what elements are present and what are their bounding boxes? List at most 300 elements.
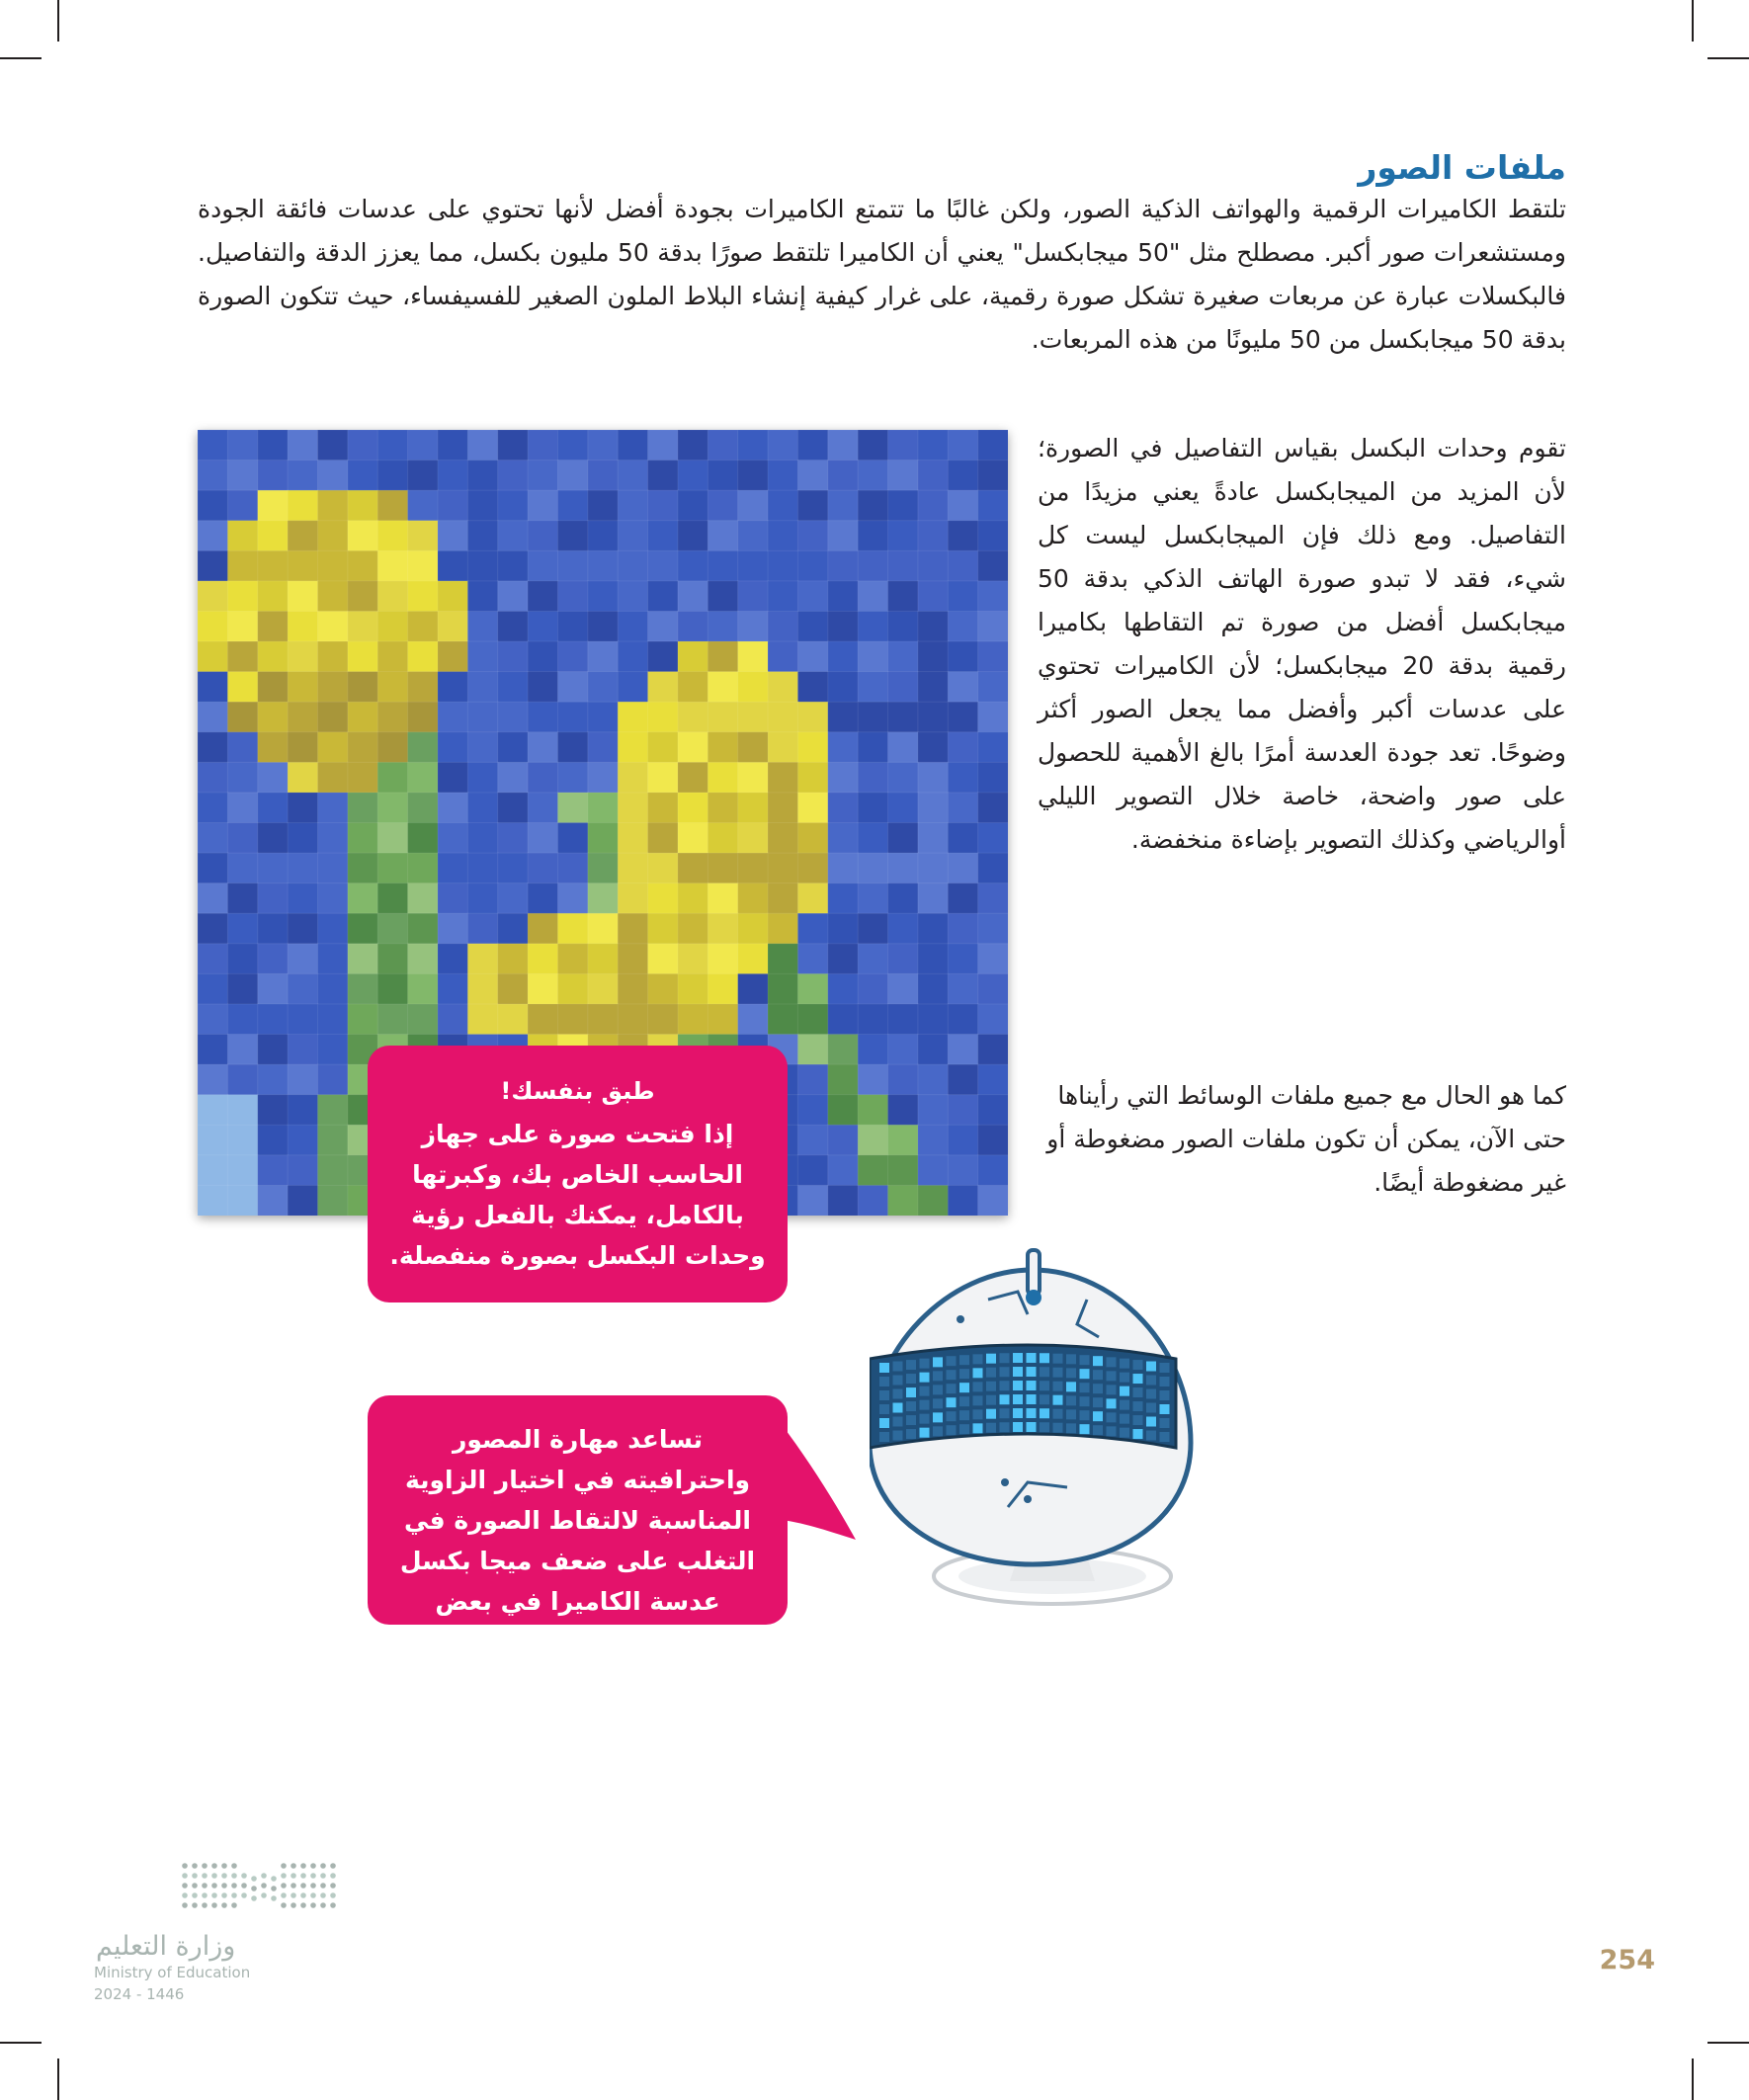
visor-led [947, 1384, 957, 1393]
pixel-cell [377, 944, 408, 974]
pixel-cell [258, 732, 289, 763]
pixel-cell [828, 490, 859, 521]
pixel-cell [978, 581, 1008, 612]
pixel-cell [258, 793, 289, 823]
visor-led [986, 1395, 996, 1405]
pixel-cell [618, 641, 648, 672]
pixel-cell [828, 672, 859, 703]
pixel-cell [648, 430, 679, 461]
pixel-cell [678, 521, 708, 551]
logo-english-name: Ministry of Education [94, 1964, 251, 1981]
logo-dot [231, 1892, 237, 1898]
visor-led [879, 1390, 889, 1400]
pixel-cell [198, 883, 228, 914]
pixel-cell [348, 461, 378, 491]
pixel-cell [888, 490, 919, 521]
pixel-cell [948, 973, 978, 1004]
visor-led [933, 1385, 943, 1394]
visor-led [920, 1414, 930, 1424]
visor-led [906, 1429, 916, 1439]
pixel-cell [828, 1155, 859, 1186]
pixel-cell [557, 823, 588, 854]
pixel-cell [978, 641, 1008, 672]
pixel-cell [198, 973, 228, 1004]
logo-dot [202, 1902, 208, 1908]
pixel-cell [888, 913, 919, 944]
pixel-cell [618, 823, 648, 854]
logo-dot [182, 1863, 188, 1869]
pixel-cell [288, 1185, 318, 1216]
pixel-cell [858, 430, 888, 461]
pixel-cell [498, 823, 529, 854]
pixel-cell [738, 550, 769, 581]
pixel-cell [227, 1125, 258, 1155]
visor-led [1000, 1394, 1010, 1404]
pixel-cell [768, 944, 798, 974]
crop-mark [57, 2058, 59, 2100]
pixel-cell [377, 702, 408, 732]
logo-dot [202, 1883, 208, 1889]
pixel-cell [557, 641, 588, 672]
visor-led [1080, 1396, 1090, 1406]
pixel-cell [348, 793, 378, 823]
visor-led [893, 1431, 903, 1441]
pixel-cell [978, 823, 1008, 854]
pixel-cell [888, 732, 919, 763]
pixel-cell [738, 672, 769, 703]
visor-led [1000, 1422, 1010, 1432]
pixel-cell [377, 732, 408, 763]
pixel-cell [288, 913, 318, 944]
visor-led [1013, 1367, 1023, 1377]
logo-dot [192, 1873, 198, 1879]
pixel-cell [708, 762, 738, 793]
pixel-cell [678, 913, 708, 944]
pixel-cell [227, 1155, 258, 1186]
pixel-cell [828, 461, 859, 491]
pixel-cell [227, 461, 258, 491]
pixel-cell [828, 702, 859, 732]
pixel-cell [738, 732, 769, 763]
logo-dot [182, 1883, 188, 1889]
pixel-cell [467, 793, 498, 823]
visor-led [879, 1432, 889, 1442]
pixel-cell [708, 823, 738, 854]
logo-dot [330, 1883, 336, 1889]
pixel-cell [408, 823, 439, 854]
visor-led [906, 1360, 916, 1370]
crop-mark [57, 0, 59, 42]
pixel-cell [258, 1004, 289, 1035]
robot-speech-bubble [368, 1395, 788, 1656]
pixel-cell [858, 1185, 888, 1216]
pixel-cell [588, 461, 619, 491]
pixel-cell [858, 1035, 888, 1065]
pixel-cell [377, 883, 408, 914]
pixel-cell [198, 762, 228, 793]
visor-led [1053, 1395, 1063, 1405]
visor-led [1120, 1400, 1129, 1410]
pixel-cell [948, 672, 978, 703]
pixel-cell [588, 672, 619, 703]
pixel-cell [438, 853, 468, 883]
pixel-cell [918, 672, 949, 703]
pixel-cell [258, 430, 289, 461]
pixel-cell [768, 430, 798, 461]
pixel-cell [618, 672, 648, 703]
pixel-cell [828, 1125, 859, 1155]
pixel-cell [888, 1155, 919, 1186]
logo-dot [261, 1873, 267, 1879]
pixel-cell [858, 793, 888, 823]
pixel-cell [288, 1095, 318, 1126]
speech-bubble-tail [781, 1423, 860, 1552]
pixel-cell [918, 1095, 949, 1126]
visor-led [947, 1370, 957, 1380]
pixel-cell [678, 823, 708, 854]
logo-dot [310, 1863, 316, 1869]
pixel-cell [828, 430, 859, 461]
pixel-cell [768, 793, 798, 823]
pixel-cell [648, 883, 679, 914]
pixel-cell [828, 1004, 859, 1035]
pixel-cell [467, 430, 498, 461]
visor-led [1146, 1431, 1156, 1441]
logo-dot [221, 1863, 227, 1869]
visor-led [933, 1412, 943, 1422]
pixel-cell [918, 490, 949, 521]
pixel-cell [768, 1004, 798, 1035]
pixel-cell [348, 641, 378, 672]
logo-dot [281, 1883, 287, 1889]
pixel-cell [858, 641, 888, 672]
crop-mark [1707, 57, 1749, 59]
pixel-cell [678, 550, 708, 581]
pixel-cell [438, 611, 468, 641]
logo-dot [320, 1883, 326, 1889]
pixel-cell [618, 732, 648, 763]
pixel-cell [797, 1035, 828, 1065]
pixel-cell [377, 581, 408, 612]
pixel-cell [528, 973, 558, 1004]
visor-led [1040, 1381, 1049, 1390]
pixel-cell [858, 672, 888, 703]
visor-led [1107, 1357, 1117, 1367]
pixel-cell [858, 1095, 888, 1126]
pixel-cell [288, 1155, 318, 1186]
pixel-cell [738, 702, 769, 732]
pixel-cell [828, 973, 859, 1004]
pixel-cell [258, 944, 289, 974]
pixel-cell [198, 1004, 228, 1035]
pixel-cell [467, 823, 498, 854]
pixel-cell [828, 823, 859, 854]
pixel-cell [888, 1035, 919, 1065]
logo-dot [330, 1902, 336, 1908]
pixel-cell [828, 641, 859, 672]
pixel-cell [377, 430, 408, 461]
pixel-cell [348, 823, 378, 854]
logo-dot [221, 1883, 227, 1889]
visor-led [1053, 1354, 1063, 1364]
pixel-cell [227, 944, 258, 974]
pixel-cell [528, 581, 558, 612]
pixel-cell [948, 944, 978, 974]
pixel-cell [948, 461, 978, 491]
logo-dot [300, 1863, 306, 1869]
pixel-cell [797, 944, 828, 974]
pixel-cell [858, 581, 888, 612]
visor-led [920, 1373, 930, 1383]
pixel-cell [588, 883, 619, 914]
pixel-cell [198, 853, 228, 883]
logo-dot [231, 1873, 237, 1879]
pixel-cell [708, 793, 738, 823]
pixel-cell [408, 641, 439, 672]
pixel-cell [648, 913, 679, 944]
pixel-cell [858, 762, 888, 793]
pixel-cell [797, 1155, 828, 1186]
visor-led [879, 1377, 889, 1386]
pixel-cell [978, 883, 1008, 914]
pixel-cell [797, 1125, 828, 1155]
pixel-cell [498, 793, 529, 823]
pixel-cell [227, 521, 258, 551]
pixel-cell [948, 611, 978, 641]
pixel-cell [888, 1095, 919, 1126]
pixel-cell [648, 672, 679, 703]
pixel-cell [918, 581, 949, 612]
visor-led [1027, 1394, 1037, 1404]
logo-dot [211, 1873, 217, 1879]
pixel-cell [467, 883, 498, 914]
visor-led [1066, 1368, 1076, 1378]
logo-dot [221, 1873, 227, 1879]
pixel-cell [768, 672, 798, 703]
pixel-cell [198, 1064, 228, 1095]
visor-led [986, 1382, 996, 1391]
pixel-cell [288, 1035, 318, 1065]
pixel-cell [948, 1064, 978, 1095]
pixel-cell [648, 1004, 679, 1035]
logo-dot [310, 1873, 316, 1879]
pixel-cell [828, 793, 859, 823]
visor-led [973, 1382, 983, 1391]
pixel-cell [797, 490, 828, 521]
visor-led [1133, 1401, 1143, 1411]
visor-led [1013, 1408, 1023, 1418]
pixel-cell [948, 490, 978, 521]
pixel-cell [317, 641, 348, 672]
pixel-cell [317, 1095, 348, 1126]
pixel-cell [258, 1155, 289, 1186]
pixel-cell [768, 611, 798, 641]
pixel-cell [227, 913, 258, 944]
pixel-cell [858, 490, 888, 521]
pixel-cell [708, 944, 738, 974]
pixel-cell [797, 581, 828, 612]
visor-led [1000, 1367, 1010, 1377]
visor-led [1093, 1397, 1103, 1407]
pixel-cell [317, 550, 348, 581]
pixel-cell [258, 1064, 289, 1095]
pixel-cell [888, 702, 919, 732]
pixel-cell [258, 490, 289, 521]
pixel-cell [588, 793, 619, 823]
pixel-cell [377, 461, 408, 491]
pixel-cell [888, 521, 919, 551]
pixel-cell [648, 611, 679, 641]
pixel-cell [258, 883, 289, 914]
visor-led [920, 1386, 930, 1396]
pixel-cell [557, 672, 588, 703]
pixel-cell [738, 793, 769, 823]
visor-led [933, 1426, 943, 1436]
pixel-cell [588, 762, 619, 793]
pixel-cell [768, 490, 798, 521]
pixel-cell [227, 762, 258, 793]
pixel-cell [828, 944, 859, 974]
pixel-cell [918, 913, 949, 944]
pixel-cell [377, 1004, 408, 1035]
pixel-cell [438, 732, 468, 763]
pixel-cell [678, 490, 708, 521]
pixel-cell [528, 521, 558, 551]
pixel-cell [618, 550, 648, 581]
pixel-cell [348, 672, 378, 703]
pixel-cell [377, 641, 408, 672]
logo-dot [202, 1863, 208, 1869]
visor-led [1120, 1428, 1129, 1438]
pixel-cell [317, 1125, 348, 1155]
visor-led [1066, 1409, 1076, 1419]
pixel-cell [377, 490, 408, 521]
pixel-cell [588, 732, 619, 763]
pixel-cell [258, 973, 289, 1004]
pixel-cell [588, 913, 619, 944]
visor-led [893, 1376, 903, 1386]
pixel-cell [828, 1095, 859, 1126]
visor-led [879, 1418, 889, 1428]
pixel-cell [708, 490, 738, 521]
logo-dot [211, 1863, 217, 1869]
visor-led [1027, 1381, 1037, 1390]
logo-dot [330, 1892, 336, 1898]
pixel-cell [288, 702, 318, 732]
pixel-cell [317, 944, 348, 974]
pixel-cell [498, 461, 529, 491]
pixel-cell [198, 461, 228, 491]
pixel-cell [738, 1004, 769, 1035]
pixel-cell [797, 732, 828, 763]
pixel-cell [438, 913, 468, 944]
pixel-cell [198, 1095, 228, 1126]
pixel-cell [858, 944, 888, 974]
logo-dot [281, 1873, 287, 1879]
pixel-cell [888, 1185, 919, 1216]
robot-speech-text: تساعد مهارة المصور واحترافيته في اختيار الزاوية المناسبة لالتقاط الصورة في التغلب على ضعف ميجا بكسل عدسة الكاميرا في بعض الحالات. [399, 1425, 756, 1656]
pixel-cell [467, 944, 498, 974]
try-it-body: إذا فتحت صورة على جهاز الحاسب الخاص بك، وكبرتها بالكامل، يمكنك بالفعل رؤية وحدات البكسل بصورة منفصلة. [389, 1120, 766, 1270]
pixel-cell [828, 762, 859, 793]
visor-led [986, 1354, 996, 1364]
visor-led [933, 1357, 943, 1367]
pixel-cell [828, 1064, 859, 1095]
pixel-cell [858, 1125, 888, 1155]
pixel-cell [198, 793, 228, 823]
visor-led [893, 1417, 903, 1427]
pixel-cell [918, 641, 949, 672]
pixel-cell [888, 823, 919, 854]
page-number: 254 [1599, 1945, 1655, 1975]
visor-led [1146, 1403, 1156, 1413]
pixel-cell [438, 550, 468, 581]
visor-led [1146, 1389, 1156, 1399]
pixel-cell [858, 521, 888, 551]
pixel-cell [888, 944, 919, 974]
pixel-cell [408, 461, 439, 491]
pixel-cell [948, 1004, 978, 1035]
pixel-cell [498, 973, 529, 1004]
pixel-cell [288, 490, 318, 521]
pixel-cell [528, 793, 558, 823]
crop-mark [1692, 2058, 1694, 2100]
pixel-cell [708, 702, 738, 732]
pixel-cell [348, 550, 378, 581]
pixel-cell [678, 883, 708, 914]
pixel-cell [438, 581, 468, 612]
visor-led [1120, 1414, 1129, 1424]
pixel-cell [918, 702, 949, 732]
pixel-cell [498, 944, 529, 974]
pixel-cell [797, 973, 828, 1004]
logo-dot [300, 1902, 306, 1908]
pixel-cell [948, 641, 978, 672]
pixel-cell [648, 793, 679, 823]
pixel-cell [227, 823, 258, 854]
pixel-cell [557, 793, 588, 823]
visor-led [1093, 1411, 1103, 1421]
visor-led [1027, 1367, 1037, 1377]
pixel-cell [738, 823, 769, 854]
pixel-cell [348, 853, 378, 883]
pixel-cell [557, 944, 588, 974]
pixel-cell [557, 732, 588, 763]
visor-led [1066, 1395, 1076, 1405]
visor-led [1107, 1371, 1117, 1381]
visor-led [933, 1371, 943, 1381]
pixel-cell [708, 853, 738, 883]
pixel-cell [948, 853, 978, 883]
pixel-cell [408, 581, 439, 612]
pixel-cell [528, 762, 558, 793]
pixel-cell [738, 461, 769, 491]
pixel-cell [498, 430, 529, 461]
pixel-cell [198, 672, 228, 703]
pixel-cell [678, 430, 708, 461]
logo-dot [261, 1883, 267, 1889]
pixel-cell [408, 913, 439, 944]
pixel-cell [198, 490, 228, 521]
visor-led [1000, 1381, 1010, 1390]
pixel-cell [888, 461, 919, 491]
logo-dot [182, 1873, 188, 1879]
pixel-cell [198, 1185, 228, 1216]
visor-led [1013, 1394, 1023, 1404]
pixel-cell [978, 521, 1008, 551]
pixel-cell [678, 611, 708, 641]
visor-led [959, 1396, 969, 1406]
